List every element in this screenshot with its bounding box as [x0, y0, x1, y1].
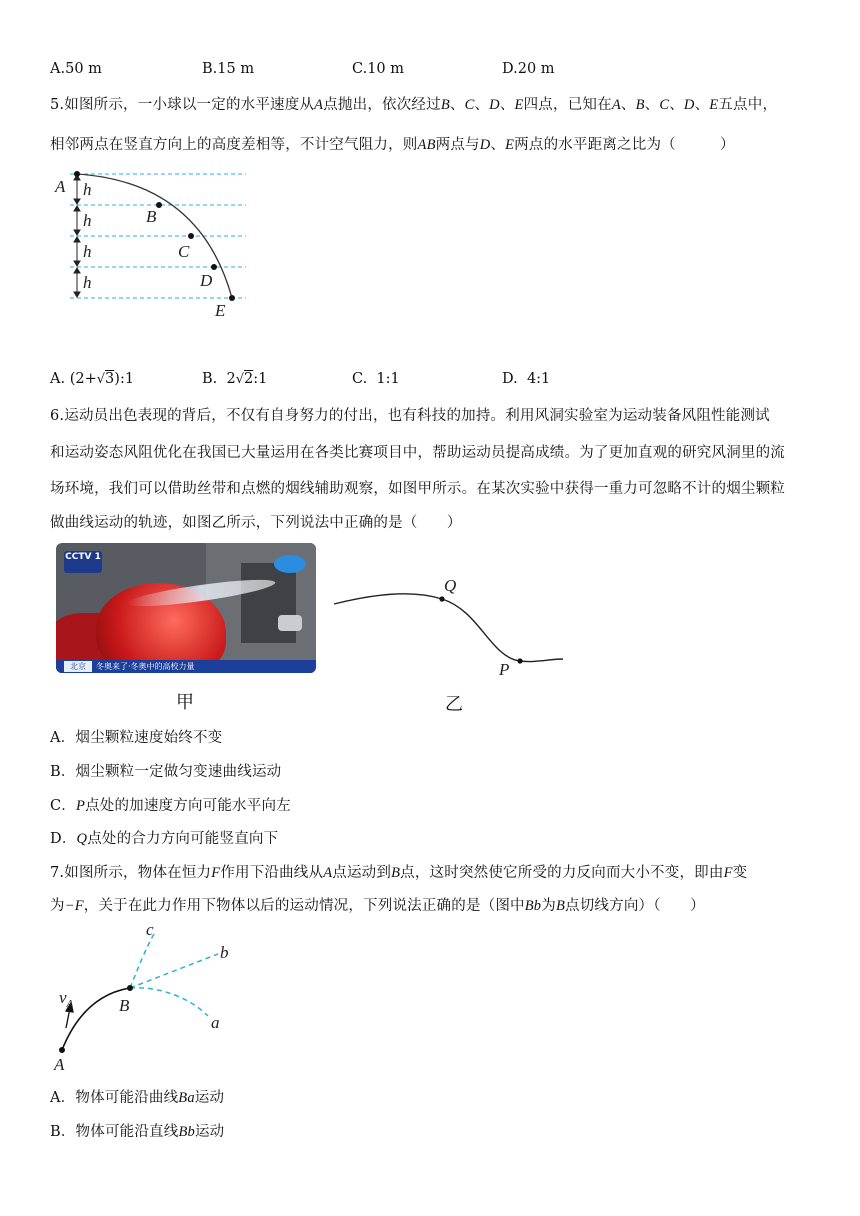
q7-stem-line2: 为−F，关于在此力作用下物体以后的运动情况，下列说法正确的是（图中Bb为B点切线方向）（ ）: [50, 898, 705, 914]
q7-label-a-lower: a: [211, 1013, 220, 1032]
q5-option-c[interactable]: C. 1:1: [352, 371, 400, 387]
q6-stem-line3: 场环境，我们可以借助丝带和点燃的烟线辅助观察，如图甲所示。在某次实验中获得一重力可忽略不计的烟尘颗粒: [50, 481, 785, 497]
q5-point-a: [74, 171, 80, 177]
q5-point-d: [211, 264, 217, 270]
q7-label-b: B: [119, 996, 130, 1015]
q5-point-e: [229, 295, 235, 301]
cctv-logo: CCTV 1: [64, 551, 102, 573]
q6-option-a[interactable]: A．烟尘颗粒速度始终不变: [50, 730, 223, 746]
q5-option-a[interactable]: A. (2+√3):1: [50, 371, 135, 387]
q4-option-a[interactable]: A.50 m: [50, 61, 102, 77]
q5-dashed-levels: [70, 174, 246, 298]
q7-option-a[interactable]: A．物体可能沿曲线Ba运动: [50, 1090, 225, 1106]
q7-line-b: [130, 954, 218, 988]
q7-stem-line1: 7.如图所示，物体在恒力F作用下沿曲线从A点运动到B点，这时突然使它所受的力反向而大小不变，即由F变: [50, 865, 748, 881]
q4-option-d[interactable]: D.20 m: [502, 61, 555, 77]
q5-projectile-figure: [50, 162, 260, 322]
q6-label-q: Q: [444, 576, 457, 595]
q6-particle-trajectory: [330, 565, 570, 680]
channel-badge-icon: [274, 555, 306, 573]
q7-label-va: $v_A$: [59, 988, 74, 1010]
q6-option-b[interactable]: B．烟尘颗粒一定做匀变速曲线运动: [50, 764, 282, 780]
q5-point-b: [156, 202, 162, 208]
q6-label-p: P: [499, 660, 510, 679]
q7-force-figure: [50, 920, 250, 1070]
q6-stem-line4: 做曲线运动的轨迹，如图乙所示，下列说法中正确的是（ ）: [50, 515, 462, 531]
q5-label-h2: h: [83, 211, 92, 230]
q6-option-c[interactable]: C．P点处的加速度方向可能水平向左: [50, 798, 291, 814]
q6-point-p: [517, 658, 522, 663]
q5-label-e: E: [215, 301, 226, 320]
q5-label-h4: h: [83, 273, 92, 292]
q7-label-b-lower: b: [220, 943, 229, 962]
q5-label-c: C: [178, 242, 190, 261]
q6-caption-jia: 甲: [176, 692, 194, 713]
q7-option-b[interactable]: B．物体可能沿直线Bb运动: [50, 1124, 225, 1140]
q5-label-h1: h: [83, 180, 92, 199]
q5-stem-line1: 5.如图所示，一小球以一定的水平速度从A点抛出，依次经过B、C、D、E四点，已知在A、B、C、D、E五点中，: [50, 97, 778, 113]
q6-wind-tunnel-photo: [56, 543, 316, 673]
q7-point-a: [59, 1047, 65, 1053]
q7-curve-a: [130, 988, 208, 1016]
q5-label-b: B: [146, 207, 157, 226]
q5-label-a: A: [55, 177, 66, 196]
q7-label-a: A: [54, 1055, 65, 1070]
news-ticker: 北京 冬奥来了·冬奥中的高校力量: [56, 660, 316, 673]
q6-point-q: [439, 596, 444, 601]
q5-option-b[interactable]: B. 2√2:1: [202, 371, 268, 387]
q7-label-c: c: [146, 920, 154, 939]
q6-stem-line1: 6.运动员出色表现的背后，不仅有自身努力的付出，也有科技的加持。利用风洞实验室为运动装备风阻性能测试: [50, 408, 770, 424]
q5-option-d[interactable]: D. 4:1: [502, 371, 551, 387]
q6-option-d[interactable]: D．Q点处的合力方向可能竖直向下: [50, 831, 279, 847]
q5-stem-line2: 相邻两点在竖直方向上的高度差相等，不计空气阻力，则AB两点与D、E两点的水平距离之比为（ ）: [50, 137, 735, 153]
q5-label-h3: h: [83, 242, 92, 261]
q5-point-c: [188, 233, 194, 239]
q4-option-b[interactable]: B.15 m: [202, 61, 255, 77]
q6-caption-yi: 乙: [445, 694, 463, 715]
q7-point-b: [127, 985, 133, 991]
q4-option-c[interactable]: C.10 m: [352, 61, 404, 77]
q5-label-d: D: [200, 271, 213, 290]
q6-stem-line2: 和运动姿态风阻优化在我国已大量运用在各类比赛项目中，帮助运动员提高成绩。为了更加直观的研究风洞里的流: [50, 445, 785, 461]
